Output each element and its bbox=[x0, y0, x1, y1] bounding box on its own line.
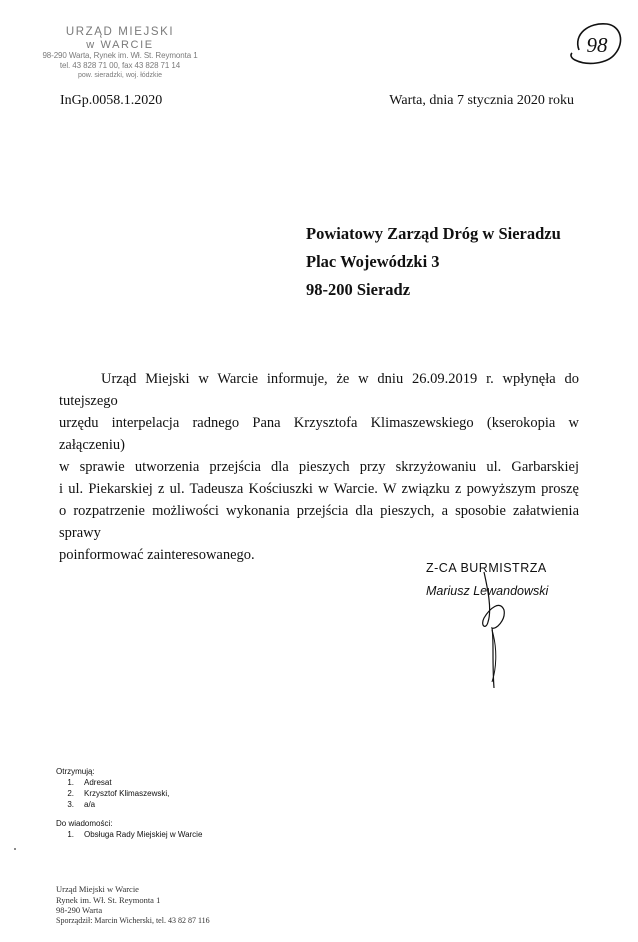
footer-line-3: 98-290 Warta bbox=[56, 905, 103, 915]
list-item: 2. Krzysztof Klimaszewski, bbox=[67, 789, 170, 798]
document-date: Warta, dnia 7 stycznia 2020 roku bbox=[389, 93, 574, 108]
signatory-name: Mariusz Lewandowski bbox=[426, 584, 549, 598]
body-line-3: w sprawie utworzenia przejścia dla pieszych przy skrzyżowaniu ul. Garbarskiej bbox=[59, 459, 579, 475]
footer-line-2: Rynek im. Wł. St. Reymonta 1 bbox=[56, 894, 161, 905]
stamp-line-4: tel. 43 828 71 00, fax 43 828 71 14 bbox=[59, 61, 181, 70]
page-number-mark bbox=[567, 20, 625, 70]
signatory-title: Z-CA BURMISTRZA bbox=[426, 561, 547, 575]
stamp-line-3: 98-290 Warta, Rynek im. Wł. St. Reymonta 1 bbox=[42, 51, 198, 60]
body-line-2: urzędu interpelacja radnego Pana Krzysztofa Klimaszewskiego (kserokopia w załączeniu) bbox=[59, 415, 579, 453]
page-number-text: 98 bbox=[586, 33, 608, 57]
list-item: 3. a/a bbox=[67, 800, 96, 809]
recipients-items bbox=[56, 777, 202, 810]
recipient-city: 98-200 Sieradz bbox=[306, 280, 411, 299]
body-line-5: o rozpatrzenie możliwości wykonania przejścia dla pieszych, a sposobie załatwienia sprawy bbox=[59, 503, 579, 541]
scan-speck bbox=[14, 848, 16, 850]
notice-items bbox=[56, 829, 202, 840]
handwritten-signature bbox=[470, 570, 520, 690]
footer-line-1: Urząd Miejski w Warcie bbox=[56, 884, 139, 894]
body-line-6: poinformować zainteresowanego. bbox=[59, 547, 255, 563]
list-item: 1. Obsługa Rady Miejskiej w Warcie bbox=[67, 830, 203, 839]
stamp-line-5: pow. sieradzki, woj. łódzkie bbox=[77, 72, 163, 79]
recipient-street: Plac Wojewódzki 3 bbox=[306, 252, 440, 271]
letter-body bbox=[59, 368, 579, 566]
reference-number: InGp.0058.1.2020 bbox=[60, 93, 163, 108]
recipient-address bbox=[306, 224, 561, 308]
recipient-name: Powiatowy Zarząd Dróg w Sieradzu bbox=[306, 224, 561, 243]
footer-info bbox=[56, 884, 210, 926]
stamp-line-1: URZĄD MIEJSKI bbox=[65, 26, 175, 38]
office-stamp bbox=[40, 26, 200, 80]
stamp-line-2: w WARCIE bbox=[86, 39, 154, 51]
distribution-list bbox=[56, 766, 202, 840]
notice-heading: Do wiadomości: bbox=[56, 819, 113, 828]
list-item: 1. Adresat bbox=[67, 778, 112, 787]
recipients-heading: Otrzymują: bbox=[56, 767, 95, 776]
body-line-1: Urząd Miejski w Warcie informuje, że w dniu 26.09.2019 r. wpłynęła do tutejszego bbox=[59, 371, 579, 409]
body-line-4: i ul. Piekarskiej z ul. Tadeusza Kościuszki w Warcie. W związku z powyższym proszę bbox=[59, 481, 579, 497]
footer-line-4: Sporządził: Marcin Wicherski, tel. 43 82 87 116 bbox=[56, 915, 210, 925]
